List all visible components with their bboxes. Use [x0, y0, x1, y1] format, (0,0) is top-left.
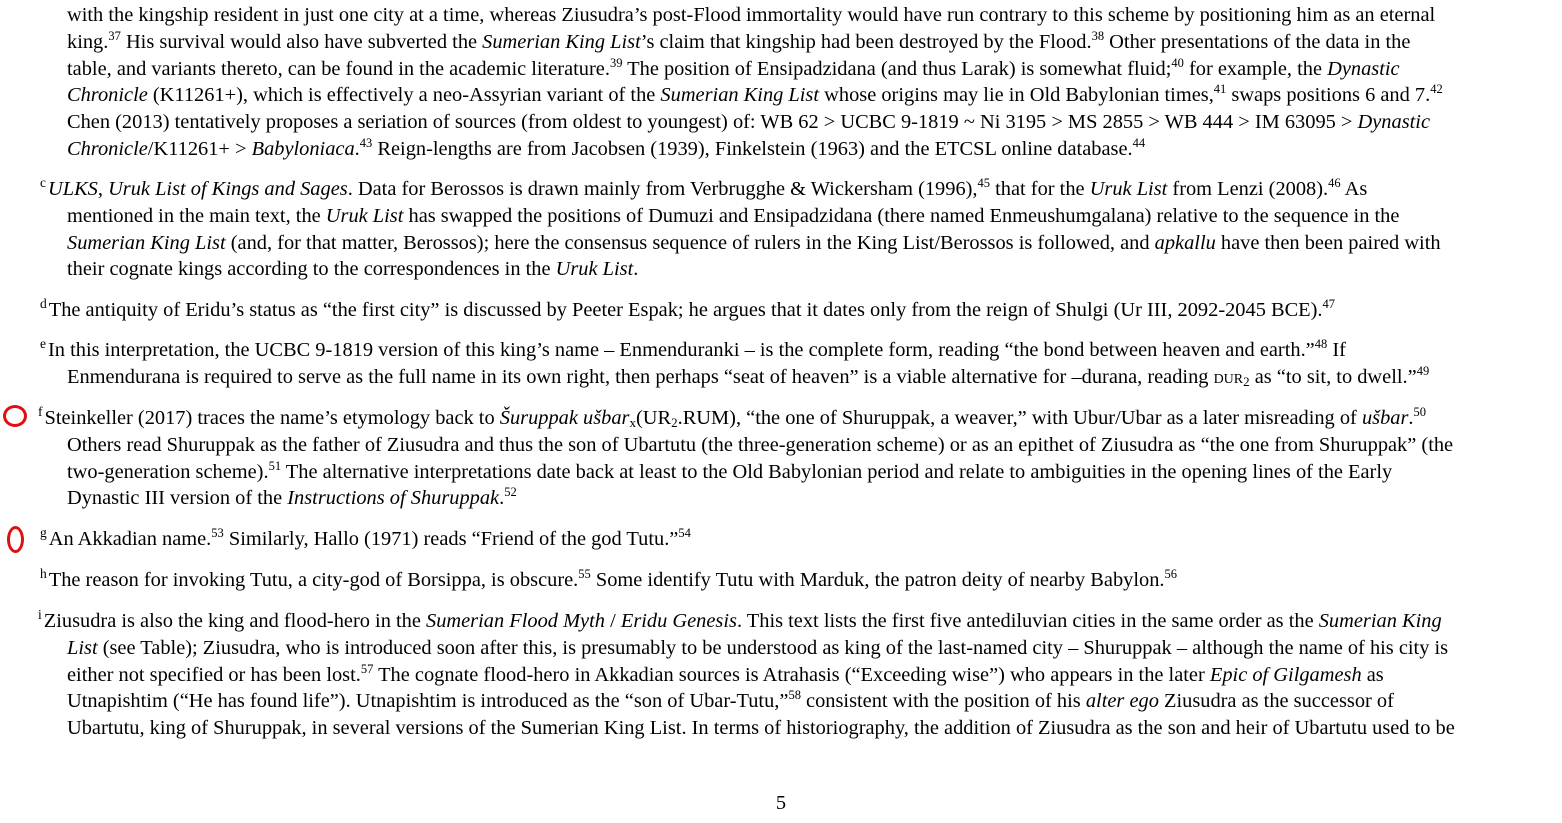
note-letter: f — [38, 404, 43, 419]
text-line: two-generation scheme).$^{51}$ The alternative interpretations date back at least to the Old Babylonian period and relate to ambiguities in the opening lines of the Early — [67, 458, 1393, 483]
text-line: king.$^{37}$ His survival would also have subverted the Sumerian King List’s claim that kingship had been destroyed by the Flood.$^{38}$ Other presentations of the data in the — [67, 28, 1411, 53]
note-letter: e — [40, 336, 46, 351]
footnote-h — [40, 567, 1540, 594]
footnote-ref[interactable]: 54 — [678, 526, 691, 540]
annotation-circle-marker — [7, 526, 24, 553]
footnote-ref[interactable]: 40 — [1171, 55, 1184, 70]
footnote-ref[interactable]: 44 — [1132, 135, 1146, 150]
text-line: mentioned in the main text, the Uruk List has swapped the positions of Dumuzi and Ensipadzidana (there named Enmeushumgalana) relative to the sequence in the — [67, 204, 1400, 227]
footnote-ref[interactable]: 46 — [1328, 176, 1341, 190]
footnote-ref[interactable]: 43 — [359, 135, 373, 150]
footnote-c — [40, 176, 1540, 283]
text-line: $^d$The antiquity of Eridu’s status as “the first city” is discussed by Peeter Espak; he argues that it dates only from the reign of Shulgi (Ur III, 2092-2045 BCE).$^{47}$ — [40, 296, 1336, 321]
text-line: Chronicle/K11261+ > Babyloniaca.$^{43}$ Reign-lengths are from Jacobsen (1939), Finkelstein (1963) and the ETCSL online database.$^{44}$ — [67, 135, 1146, 160]
text-line: Sumerian King List (and, for that matter, Berossos); here the consensus sequence of rulers in the King List/Berossos is followed, and apkallu have then been paired with — [67, 231, 1441, 254]
text-line: with the kingship resident in just one city at a time, whereas Ziusudra’s post-Flood immortality would have run contrary to this scheme by positioning him as an eternal — [67, 4, 1436, 26]
footnote-ref[interactable]: 47 — [1322, 297, 1336, 311]
text-line: either not specified or has been lost.$^{57}$ The cognate flood-hero in Akkadian sources is Atrahasis (“Exceeding wise”) who appears in the later Epic of Gilgamesh as — [67, 661, 1384, 686]
text-line: table, and variants thereto, can be found in the academic literature.$^{39}$ The position of Ensipadzidana (and thus Larak) is somewhat fluid;$^{40}$ for example, the Dynastic — [67, 55, 1400, 80]
text-line: $^f$Steinkeller (2017) traces the name’s etymology back to Šuruppak $ušbar_x(UR_2.RUM)$, “the one of Shuruppak, a weaver,” with Ubur/Ubar as a later misreading of ušbar.$^{50}$ — [38, 404, 1427, 430]
text-line: $^h$The reason for invoking Tutu, a city-god of Borsippa, is obscure.$^{55}$ Some identify Tutu with Marduk, the patron deity of nearby Babylon.$^{56}$ — [40, 566, 1177, 591]
text-line: $^c$ULKS, Uruk List of Kings and Sages. Data for Berossos is drawn mainly from Verbrugghe & Wickersham (1996),$^{45}$ that for the Uruk List from Lenzi (2008).$^{46}$ As — [40, 175, 1368, 200]
footnote-d — [40, 297, 1540, 324]
text-line: Utnapishtim (“He has found life”). Utnapishtim is introduced as the “son of Ubar-Tutu,”$^{58}$ consistent with the position of his alter ego Ziusudra as the successor of — [67, 688, 1394, 713]
text-line: Enmendurana is required to serve as the full name in its own right, then perhaps “seat of heaven” is a viable alternative for –durana, reading dur$_2$ as “to sit, to dwell.”$^{49}$ — [67, 363, 1430, 389]
footnote-ref[interactable]: 41 — [1213, 82, 1227, 97]
footnote-ref[interactable]: 55 — [578, 567, 591, 581]
footnote-ref[interactable]: 49 — [1416, 363, 1430, 378]
note-letter: i — [38, 607, 42, 622]
footnote-ref[interactable]: 48 — [1314, 337, 1328, 351]
footnote-ref[interactable]: 53 — [211, 526, 224, 540]
text-line: Others read Shuruppak as the father of Ziusudra and thus the son of Ubartutu (the three-generation scheme) or as an epithet of Ziusudra as “the one from Shuruppak” (the — [67, 433, 1454, 456]
footnote-ref[interactable]: 37 — [108, 28, 121, 43]
text-line: their cognate kings according to the correspondences in the Uruk List. — [67, 258, 639, 281]
footnote-e — [40, 337, 1540, 391]
footnote-i — [38, 608, 1538, 742]
footnote-ref[interactable]: 45 — [977, 176, 991, 190]
note-letter: g — [40, 525, 47, 540]
footnote-b-continued — [40, 2, 1540, 163]
text-line: Ubartutu, king of Shuruppak, in several versions of the Sumerian King List. In terms of historiography, the addition of Ziusudra as the son and heir of Ubartutu used to be — [67, 717, 1455, 740]
note-letter: c — [40, 175, 46, 190]
note-letter: h — [40, 566, 47, 581]
footnote-ref[interactable]: 50 — [1413, 405, 1427, 419]
text-line: $^i$Ziusudra is also the king and flood-hero in the Sumerian Flood Myth / Eridu Genesis. This text lists the first five antediluvian cities in the same order as the Sumerian King — [38, 607, 1442, 632]
footnote-g — [40, 526, 1540, 553]
text-line: $^g$An Akkadian name.$^{53}$ Similarly, Hallo (1971) reads “Friend of the god Tutu.”$^{54}$ — [40, 525, 691, 550]
footnote-ref[interactable]: 39 — [609, 55, 623, 70]
footnote-ref[interactable]: 56 — [1164, 567, 1177, 581]
footnote-ref[interactable]: 58 — [788, 688, 801, 703]
text-line: $^e$In this interpretation, the UCBC 9-1819 version of this king’s name – Enmenduranki – is the complete form, reading “the bond between heaven and earth.”$^{48}$ If — [40, 336, 1346, 361]
footnote-ref[interactable]: 57 — [360, 661, 374, 676]
text-line: List (see Table); Ziusudra, who is introduced soon after this, is presumably to be understood as king of the last-named city – Shuruppak – although the name of his city is — [67, 636, 1449, 659]
footnote-ref[interactable]: 51 — [268, 458, 282, 473]
footnote-ref[interactable]: 52 — [504, 485, 517, 500]
page-number: 5 — [775, 792, 787, 814]
footnote-ref[interactable]: 38 — [1091, 28, 1105, 43]
text-line: Dynastic III version of the Instructions of Shuruppak.$^{52}$ — [67, 485, 517, 510]
footnote-ref[interactable]: 42 — [1430, 82, 1443, 97]
note-letter: d — [40, 296, 47, 311]
text-line: Chen (2013) tentatively proposes a seriation of sources (from oldest to youngest) of: WB 62 > UCBC 9-1819 ~ Ni 3195 > MS 2855 > WB 444 > IM 63095 > Dynastic — [67, 111, 1431, 134]
footnote-f — [38, 405, 1538, 512]
annotation-circle-marker — [3, 405, 27, 427]
text-line: Chronicle (K11261+), which is effectively a neo-Assyrian variant of the Sumerian King List whose origins may lie in Old Babylonian times,$^{41}$ swaps positions 6 and 7.42 — [67, 82, 1443, 107]
